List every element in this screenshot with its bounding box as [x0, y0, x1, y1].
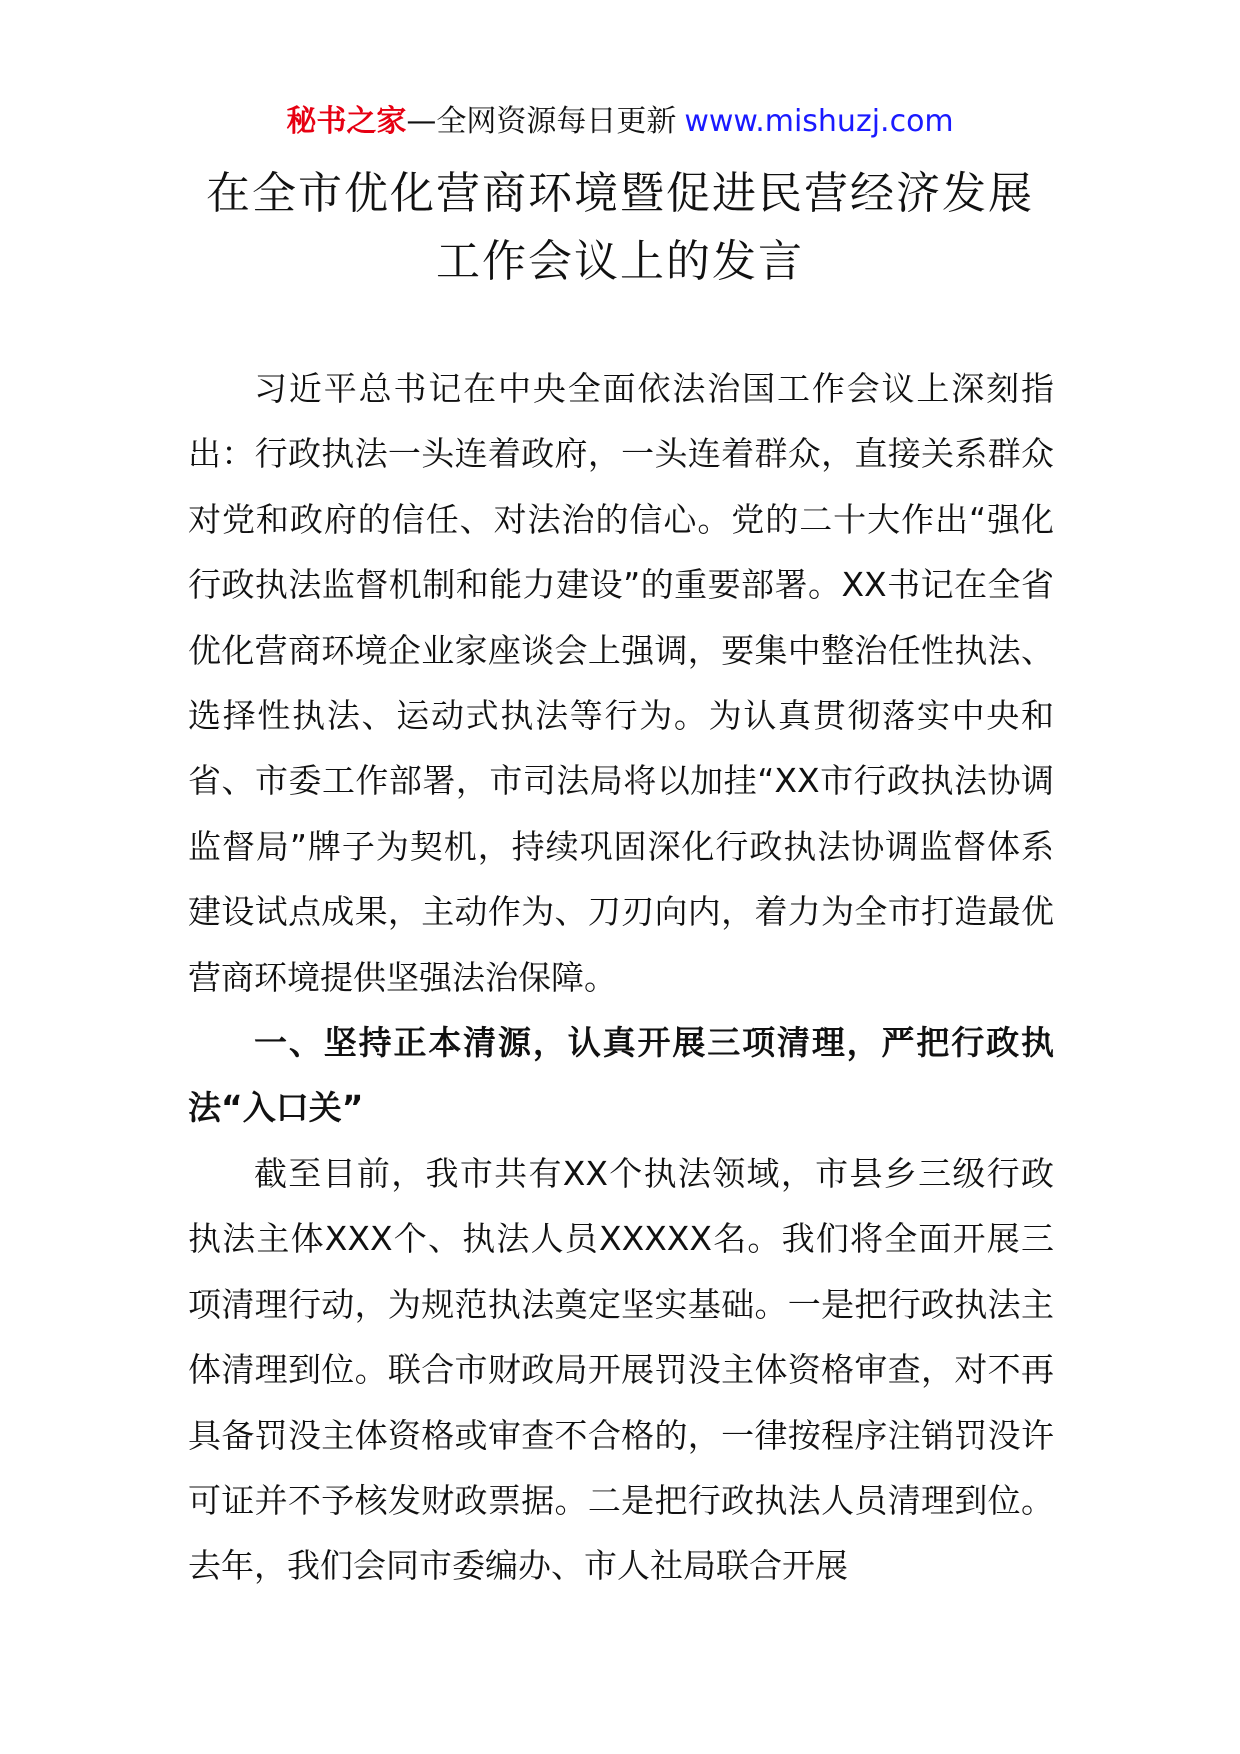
site-url-link[interactable]: www.mishuzj.com — [684, 104, 954, 139]
site-banner — [0, 100, 1240, 144]
brand-name: 秘书之家 — [286, 104, 407, 139]
document-body — [188, 356, 1054, 1599]
section-heading-1: 一、坚持正本清源，认真开展三项清理，严把行政执法“入口关” — [188, 1023, 1054, 1128]
intro-paragraph: 习近平总书记在中央全面依法治国工作会议上深刻指出：行政执法一头连着政府，一头连着群众，直接关系群众对党和政府的信任、对法治的信心。党的二十大作出“强化行政执法监督机制和能力建设”的重要部署。XX书记在全省优化营商环境企业家座谈会上强调，要集中整治任性执法、选择性执法、运动式执法等行为。为认真贯彻落实中央和省、市委工作部署，市司法局将以加挂“XX市行政执法协调监督局”牌子为契机，持续巩固深化行政执法协调监督体系建设试点成果，主动作为、刀刃向内，着力为全市打造最优营商环境提供坚强法治保障。 — [188, 369, 1054, 997]
document-title — [120, 160, 1120, 296]
title-line-1: 在全市优化营商环境暨促进民营经济发展 — [206, 168, 1034, 219]
banner-tagline: —全网资源每日更新 — [406, 104, 677, 139]
section-1-paragraph: 截至目前，我市共有XX个执法领域，市县乡三级行政执法主体XXX个、执法人员XXXXX名。我们将全面开展三项清理行动，为规范执法奠定坚实基础。一是把行政执法主体清理到位。联合市财政局开展罚没主体资格审查，对不再具备罚没主体资格或审查不合格的，一律按程序注销罚没许可证并不予核发财政票据。二是把行政执法人员清理到位。去年，我们会同市委编办、市人社局联合开展 — [188, 1153, 1054, 1586]
title-line-2: 工作会议上的发言 — [436, 236, 804, 287]
